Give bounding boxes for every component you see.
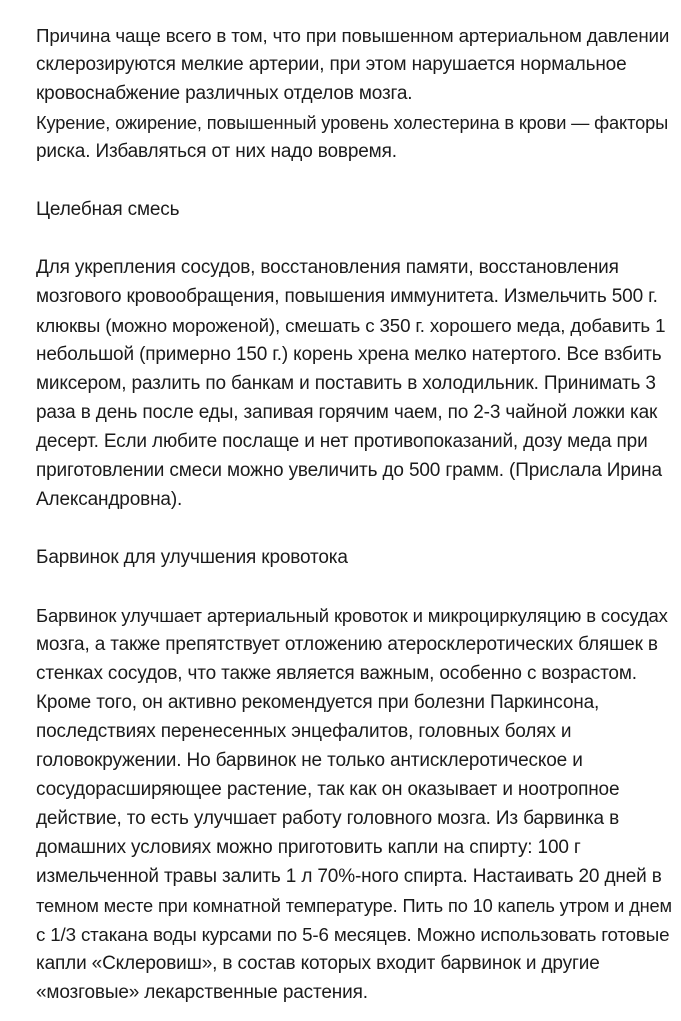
healing-mix-paragraph xyxy=(36,253,666,514)
text-line: Курение, ожирение, повышенный уровень холестерина в крови — факторы xyxy=(36,112,669,133)
section-heading-healing-mix: Целебная смесь xyxy=(36,199,180,220)
text-line: небольшой (примерно 150 г.) корень хрена мелко натертого. Все взбить xyxy=(36,344,662,365)
text-line: клюквы (можно мороженой), смешать с 350 г. хорошего меда, добавить 1 xyxy=(36,315,666,336)
text-line: раза в день после еды, запивая горячим чаем, по 2-3 чайной ложки как xyxy=(36,402,658,423)
text-line: Александровна). xyxy=(36,489,183,510)
text-line: риска. Избавляться от них надо вовремя. xyxy=(36,141,397,162)
paragraph-spacer xyxy=(36,224,661,253)
text-line: измельченной травы залить 1 л 70%-ного спирта. Настаивать 20 дней в xyxy=(36,866,662,887)
text-line: капли «Склеровиш», в состав которых входит барвинок и другие xyxy=(36,953,600,974)
text-line: стенках сосудов, что также является важным, особенно с возрастом. xyxy=(36,663,637,684)
paragraph-spacer xyxy=(36,166,661,195)
intro-paragraph xyxy=(36,21,670,166)
text-line: с 1/3 стакана воды курсами по 5-6 месяцев. Можно использовать готовые xyxy=(36,924,670,945)
paragraph-spacer xyxy=(36,514,661,543)
paragraph-spacer xyxy=(36,572,661,601)
text-line: сосудорасширяющее растение, так как он оказывает и ноотропное xyxy=(36,779,620,800)
text-line: Барвинок улучшает артериальный кровоток и микроциркуляцию в сосудах xyxy=(36,605,668,626)
text-line: Для укрепления сосудов, восстановления памяти, восстановления xyxy=(36,257,619,278)
text-line: мозга, а также препятствует отложению атеросклеротических бляшек в xyxy=(36,634,658,655)
text-line: Кроме того, он активно рекомендуется при болезни Паркинсона, xyxy=(36,692,600,713)
text-line: темном месте при комнатной температуре. Пить по 10 капель утром и днем xyxy=(36,895,672,916)
text-line: кровоснабжение различных отделов мозга. xyxy=(36,83,413,104)
text-line: мозгового кровообращения, повышения иммунитета. Измельчить 500 г. xyxy=(36,286,658,307)
text-line: миксером, разлить по банкам и поставить в холодильник. Принимать 3 xyxy=(36,373,656,394)
section-heading-periwinkle: Барвинок для улучшения кровотока xyxy=(36,547,348,568)
text-line: Причина чаще всего в том, что при повышенном артериальном давлении xyxy=(36,25,670,46)
text-line: приготовлении смеси можно увеличить до 500 грамм. (Прислала Ирина xyxy=(36,460,662,481)
periwinkle-paragraph xyxy=(36,601,672,1007)
text-line: «мозговые» лекарственные растения. xyxy=(36,982,368,1003)
text-line: действие, то есть улучшает работу головного мозга. Из барвинка в xyxy=(36,808,620,829)
text-line: последствиях перенесенных энцефалитов, головных болях и xyxy=(36,721,572,742)
text-line: десерт. Если любите послаще и нет противопоказаний, дозу меда при xyxy=(36,431,648,452)
text-line: склерозируются мелкие артерии, при этом нарушается нормальное xyxy=(36,54,627,75)
text-line: домашних условиях можно приготовить капли на спирту: 100 г xyxy=(36,837,581,858)
text-line: головокружении. Но барвинок не только антисклеротическое и xyxy=(36,750,583,771)
